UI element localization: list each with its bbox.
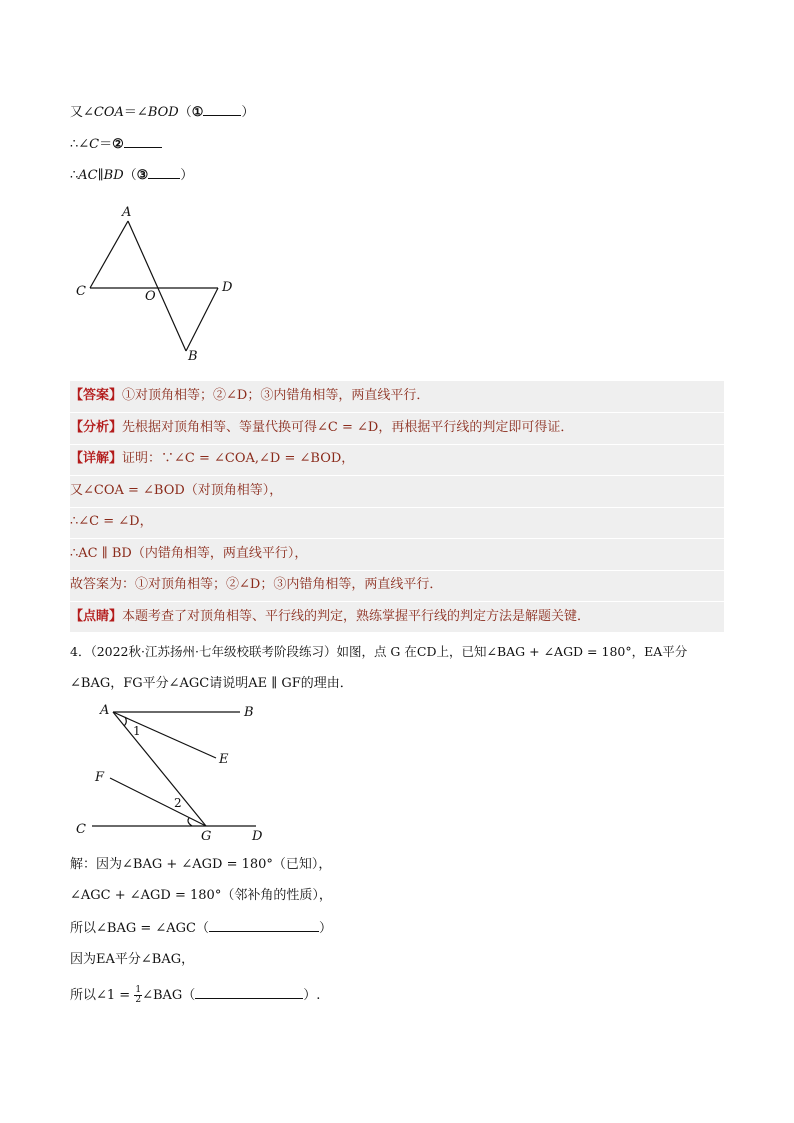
point-label-A: A xyxy=(122,205,132,220)
answer-tag: 【答案】 xyxy=(70,388,123,403)
question-4-line-1: 4．（2022秋·江苏扬州·七年级校联考阶段练习）如图，点 G 在CD上，已知∠BAG + ∠AGD = 180°，EA平分 xyxy=(70,644,688,659)
detail-line-3: ∴∠C = ∠D， xyxy=(70,514,153,529)
text-segment: BD xyxy=(103,168,124,183)
solution-line-5 xyxy=(70,986,320,1005)
blank-number-3: ③ xyxy=(136,168,149,183)
detail-line-5: 故答案为：①对顶角相等；②∠D；③内错角相等，两直线平行． xyxy=(70,577,443,592)
solution-line-3 xyxy=(70,919,332,938)
solution-line-4: 因为EA平分∠BAG， xyxy=(70,952,195,967)
comment-text: 本题考查了对顶角相等、平行线的判定，熟练掌握平行线的判定方法是解题关键． xyxy=(122,609,591,624)
text-segment: ∠BAG（ xyxy=(142,988,196,1003)
text-segment: ∴∠ xyxy=(70,137,90,152)
point-label-D: D xyxy=(252,829,263,844)
detail-text: 证明：∵∠C = ∠COA,∠D = ∠BOD， xyxy=(122,451,355,466)
analysis-tag: 【分析】 xyxy=(70,420,123,435)
angle-label-1: 1 xyxy=(133,724,141,738)
fraction-numerator: 1 xyxy=(135,985,142,995)
text-segment: 所以∠1 = xyxy=(70,988,135,1003)
text-segment: （ xyxy=(123,168,137,183)
answer-blank-4[interactable] xyxy=(209,919,319,932)
text-segment: C xyxy=(89,137,100,152)
point-label-B: B xyxy=(188,349,198,364)
text-segment: COA xyxy=(93,105,124,120)
ray-AE xyxy=(113,712,216,758)
answer-text: ①对顶角相等；②∠D；③内错角相等，两直线平行． xyxy=(122,388,430,403)
point-label-D: D xyxy=(222,280,233,295)
segment-AG xyxy=(113,712,206,826)
fraction-denominator: 2 xyxy=(135,995,142,1005)
point-label-O: O xyxy=(145,289,156,304)
text-segment: ） xyxy=(319,921,333,936)
comment-tag: 【点睛】 xyxy=(70,609,123,624)
text-segment: ）. xyxy=(303,988,321,1003)
text-segment: BOD xyxy=(147,105,179,120)
point-label-B: B xyxy=(244,705,254,720)
text-segment: ＝∠ xyxy=(123,105,148,120)
detail-line-2: 又∠COA = ∠BOD（对顶角相等）， xyxy=(70,483,283,498)
text-segment: 又∠ xyxy=(70,105,94,120)
solution-line-1: 解：因为∠BAG + ∠AGD = 180°（已知）， xyxy=(70,857,332,872)
point-label-C: C xyxy=(76,284,86,299)
angle-label-2: 2 xyxy=(174,796,182,810)
text-segment: ∴ xyxy=(70,168,79,183)
ray-GF xyxy=(110,778,206,826)
fraction-one-half xyxy=(134,986,142,1005)
point-label-E: E xyxy=(219,752,229,767)
blank-number-2: ② xyxy=(112,137,124,152)
point-label-C: C xyxy=(76,822,86,837)
text-segment: 所以∠BAG = ∠AGC（ xyxy=(70,921,209,936)
point-label-F: F xyxy=(95,770,105,785)
blank-number-1: ① xyxy=(191,105,204,120)
question-4-line-2: ∠BAG，FG平分∠AGC请说明AE ∥ GF的理由． xyxy=(70,676,353,691)
detail-tag: 【详解】 xyxy=(70,451,123,466)
text-segment: ） xyxy=(241,105,255,120)
point-label-A: A xyxy=(100,703,110,718)
answer-blank-5[interactable] xyxy=(195,986,303,999)
text-segment: （ xyxy=(178,105,192,120)
text-segment: AC xyxy=(78,168,98,183)
text-segment: ） xyxy=(180,168,194,183)
text-segment: ∥ xyxy=(97,168,104,183)
point-label-G: G xyxy=(201,829,212,844)
analysis-text: 先根据对顶角相等、等量代换可得∠C = ∠D，再根据平行线的判定即可得证． xyxy=(122,420,574,435)
angle-1-arc xyxy=(124,717,126,726)
text-segment: ＝ xyxy=(99,137,113,152)
detail-line-4: ∴AC ∥ BD（内错角相等，两直线平行）， xyxy=(70,546,308,561)
solution-line-2: ∠AGC + ∠AGD = 180°（邻补角的性质）， xyxy=(70,888,332,903)
